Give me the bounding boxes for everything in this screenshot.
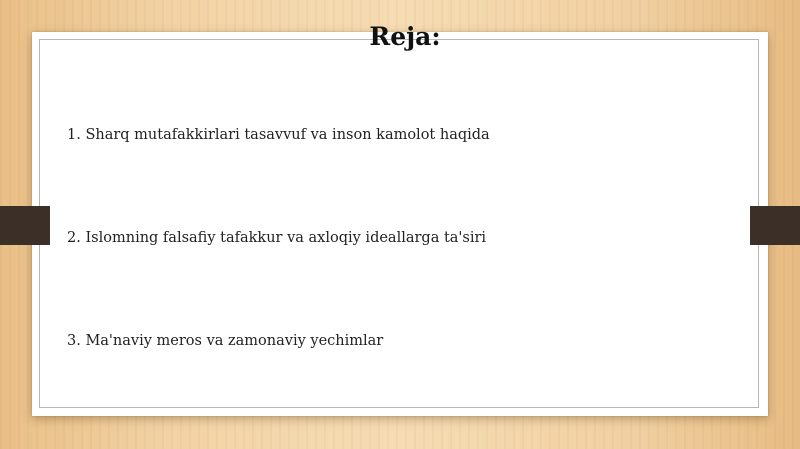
slide-title: Reja: — [369, 22, 441, 51]
plan-item-2: 2. Islomning falsafiy tafakkur va axloqiy ideallarga ta'siri — [67, 230, 487, 246]
plan-item-3: 3. Ma'naviy meros va zamonaviy yechimlar — [67, 333, 384, 349]
paper-inner-border — [39, 39, 759, 408]
plan-item-1: 1. Sharq mutafakkirlari tasavvuf va inson kamolot haqida — [67, 127, 490, 143]
left-binder-tab — [0, 206, 50, 245]
right-binder-tab — [750, 206, 800, 245]
